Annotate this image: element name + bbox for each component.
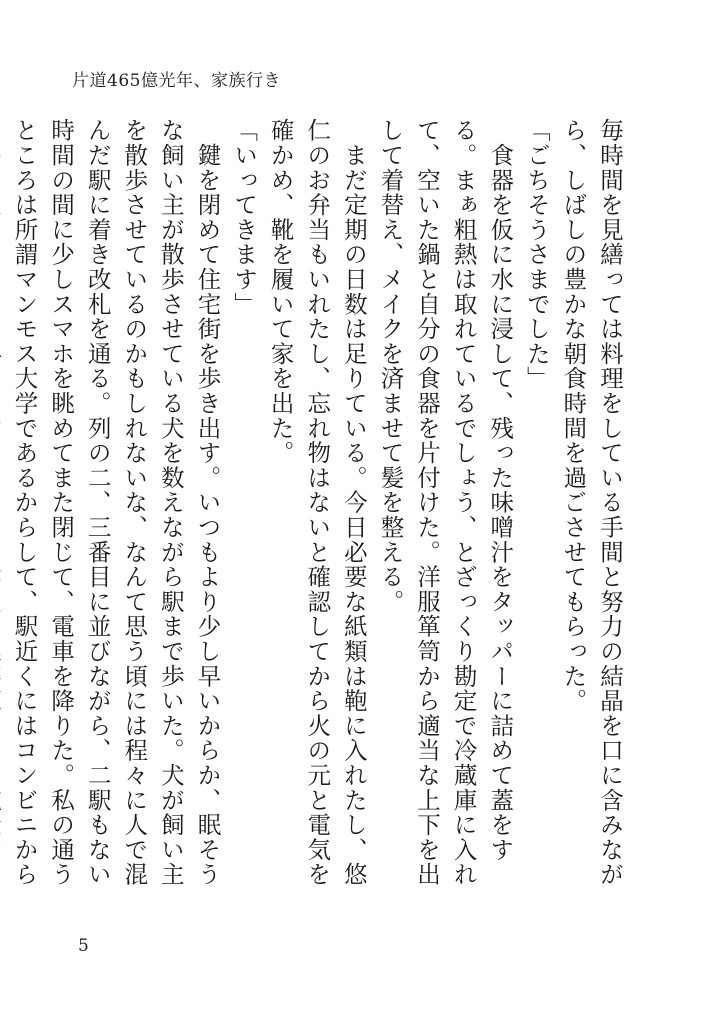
page-number: 5	[78, 936, 89, 956]
paragraph: まだ定期の日数は足りている。今日必要な紙類は鞄に入れたし、悠仁のお弁当もいれたし、忘れ物はないと確認してから火の元と電気を確かめ、靴を履いて家を出た。	[266, 118, 368, 887]
paragraph: 鍵を閉めて住宅街を歩き出す。いつもより少し早いからか、眠そうな飼い主が散歩させている犬を数えながら駅まで歩いた。犬が飼い主を散歩させているのかもしれないな、なんて思う頃には程々に人で混んだ駅に着き改札を通る。列の二、三番目に並びながら、二駅もない時間の間に少しスマホを眺めてまた閉じて、電車を降りた。私の通うところは所謂マンモス大学であるからして、駅近くにはコンビニから	[10, 118, 222, 887]
paragraph: 食器を仮に水に浸して、残った味噌汁をタッパーに詰めて蓋をする。まぁ粗熱は取れているでしょう、とざっくり勘定で冷蔵庫に入れて、空いた鍋と自分の食器を片付けた。洋服箪笥から適当な上下を出して着替え、メイクを済ませて髪を整える。	[376, 118, 515, 887]
running-header-title: 片道465億光年、家族行き	[72, 71, 281, 91]
paragraph: 「いってきます」	[230, 118, 259, 317]
paragraph: 毎時間を見繕っては料理をしている手間と努力の結晶を口に含みながら、しばしの豊かな朝食時間を過ごさせてもらった。	[559, 118, 624, 887]
paragraph: 「ごちそうさまでした」	[522, 118, 551, 391]
vertical-body-text	[10, 118, 628, 908]
